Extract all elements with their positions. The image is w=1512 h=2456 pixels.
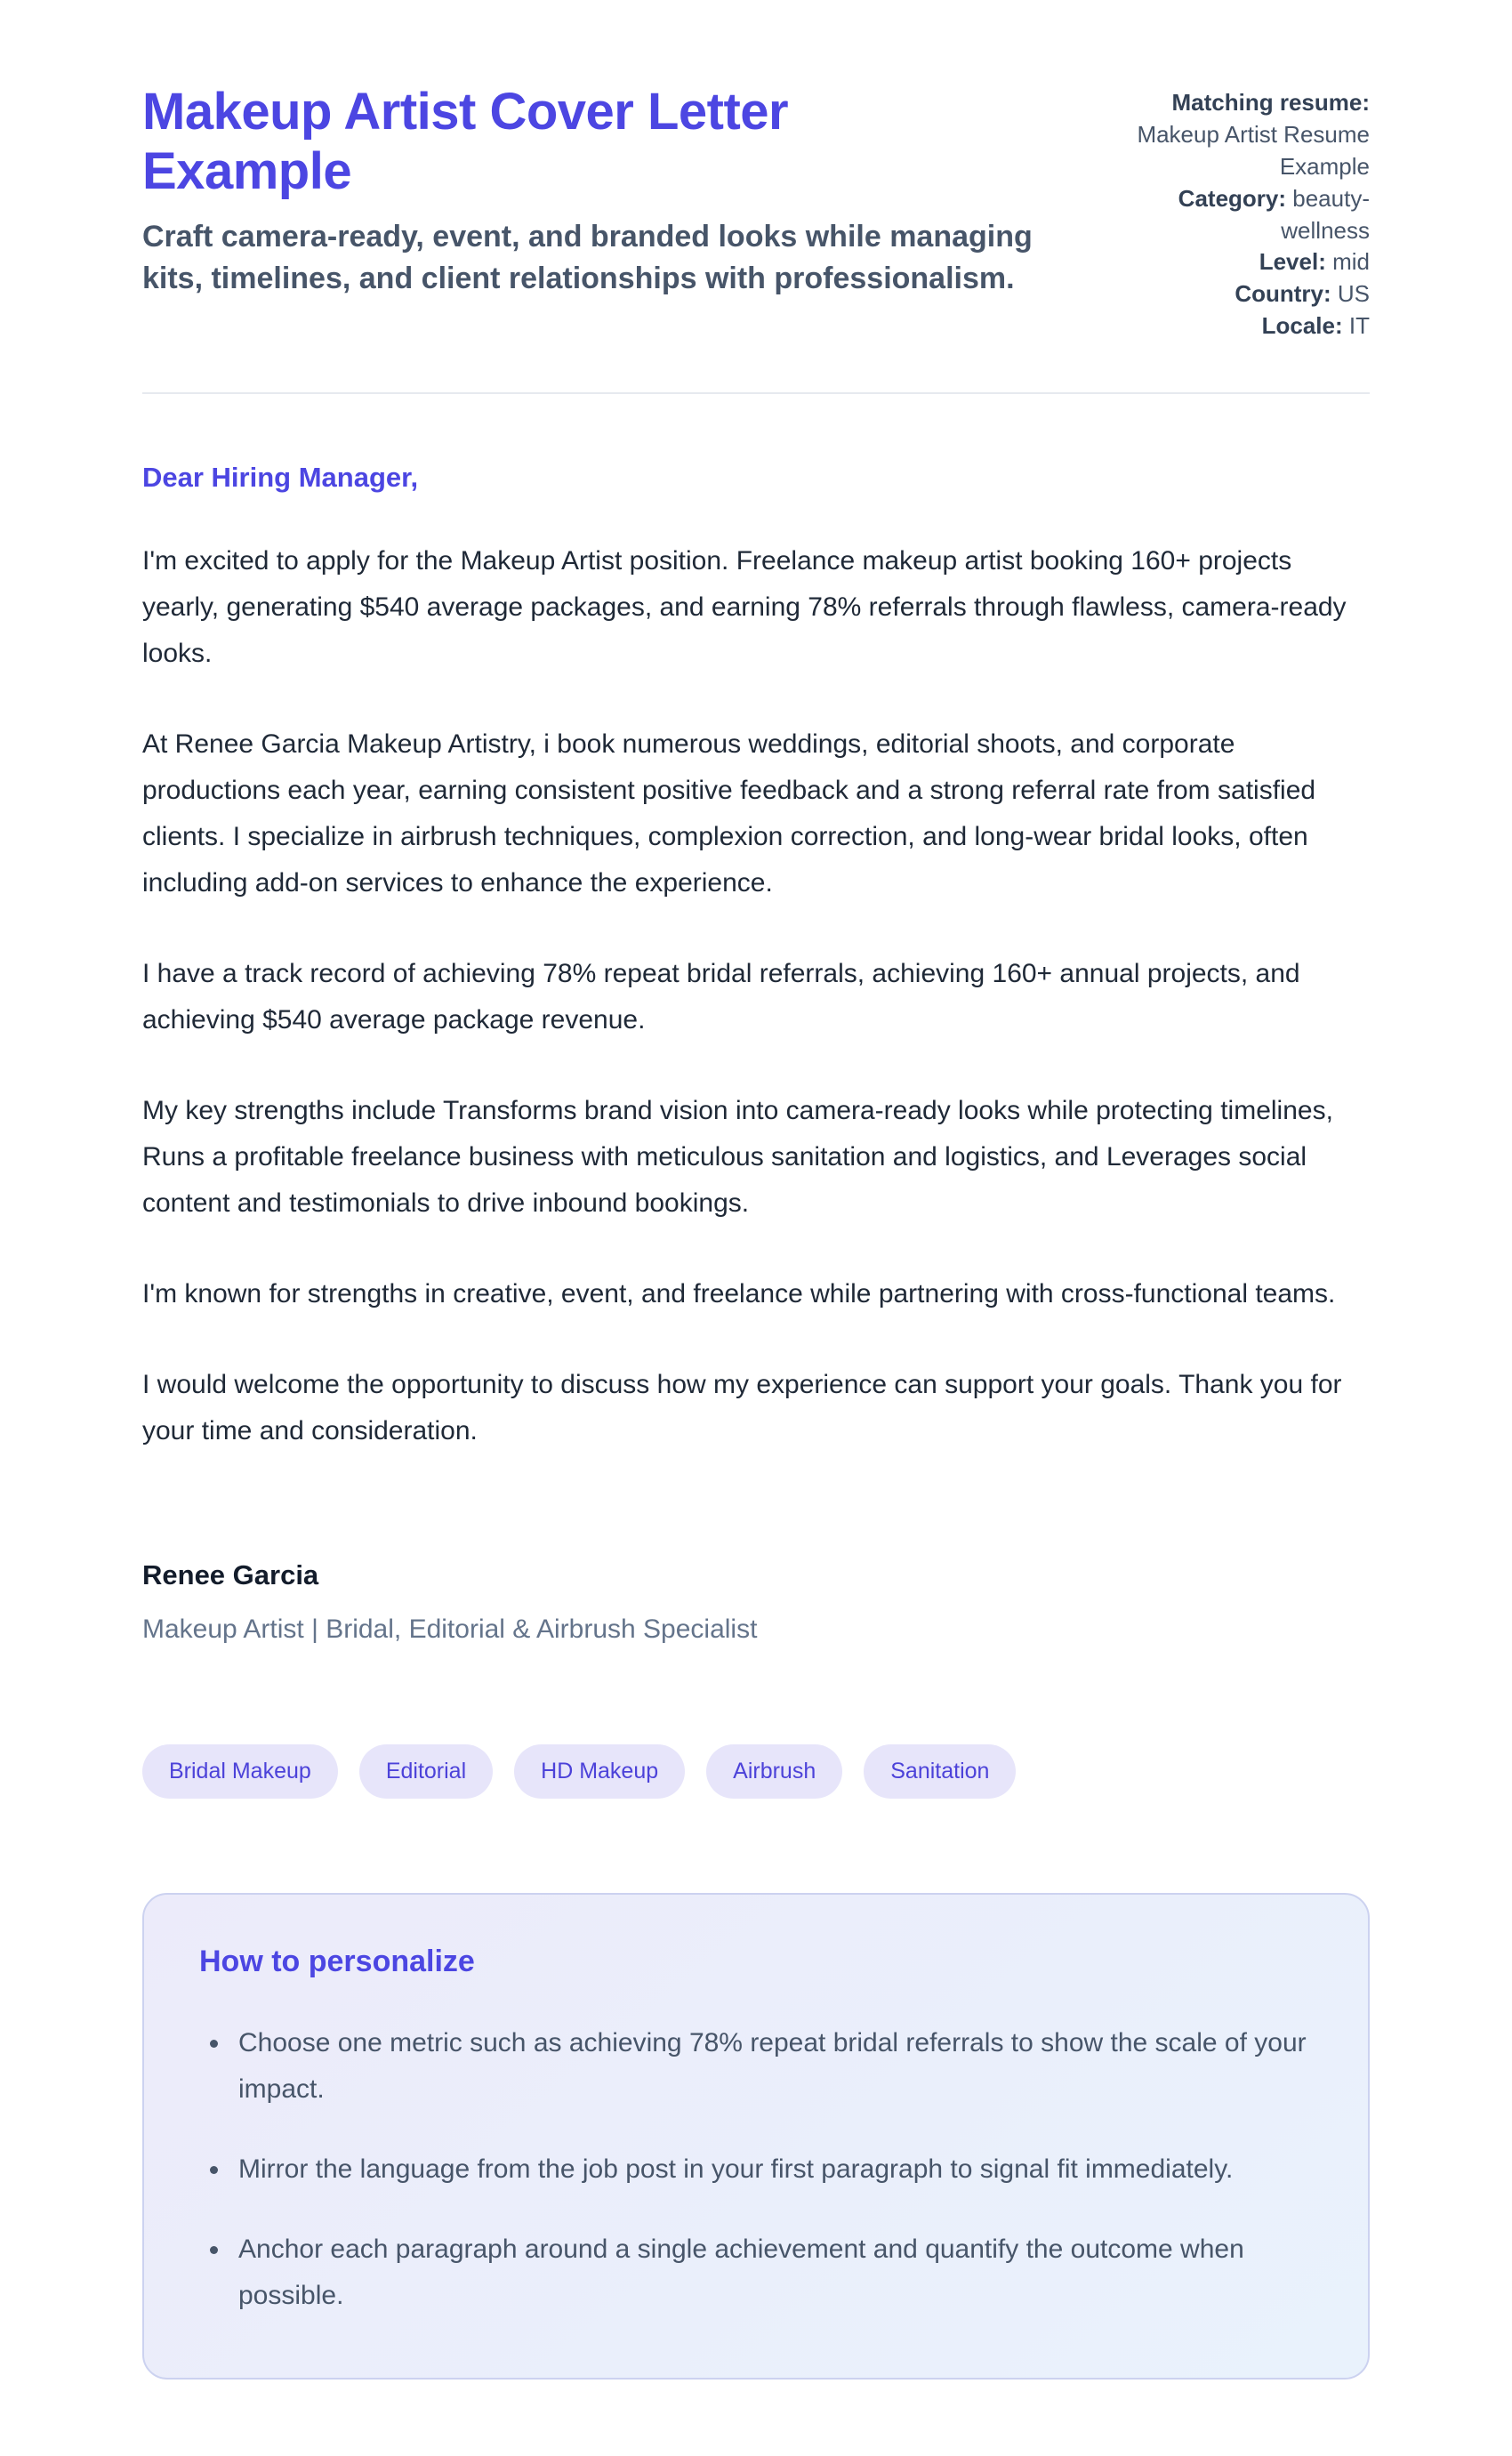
meta-locale-value: IT [1348,312,1370,340]
meta-level-value: mid [1332,248,1370,276]
meta-category-label: Category: [1178,184,1287,212]
signature-block [142,1559,1370,1645]
meta-country [1103,278,1370,310]
tip-box-title: How to personalize [199,1945,475,1978]
cover-letter-body [142,462,1370,1645]
skill-tag: HD Makeup [514,1744,685,1799]
tip-item: • Choose one metric such as achieving 78% repeat bridal referrals to show the scale of your impact. [231,2020,1313,2113]
meta-level [1103,246,1370,278]
header-divider [142,392,1370,394]
meta-level-label: Level: [1259,248,1326,276]
tip-item: • Mirror the language from the job post in your first paragraph to signal fit immediately. [231,2146,1313,2193]
skill-tag: Bridal Makeup [142,1744,338,1799]
meta-category [1103,183,1370,247]
tip-list [199,2020,1313,2319]
skill-tag: Airbrush [706,1744,842,1799]
page-header [142,82,1370,342]
signature-title: Makeup Artist | Bridal, Editorial & Airbrush Specialist [142,1615,758,1644]
tip-item: • Anchor each paragraph around a single achievement and quantify the outcome when possible. [231,2227,1313,2319]
letter-paragraph: My key strengths include Transforms brand vision into camera-ready looks while protecting timelines, Runs a profitable freelance business with meticulous sanitation and logistics, and Leverages social content and testimonials to drive inbound bookings. [142,1096,1333,1218]
meta-country-label: Country: [1235,280,1331,308]
how-to-personalize-box [142,1893,1370,2380]
meta-matching-resume-value: Makeup Artist Resume Example [1137,120,1370,180]
skill-tag: Sanitation [864,1744,1016,1799]
meta-matching-resume [1103,87,1370,183]
meta-matching-resume-label: Matching resume: [1171,89,1370,116]
letter-paragraph: I have a track record of achieving 78% repeat bridal referrals, achieving 160+ annual projects, and achieving $540 average package revenue. [142,959,1300,1035]
letter-paragraph: I would welcome the opportunity to discuss how my experience can support your goals. Thank you for your time and consideration. [142,1370,1342,1445]
page-title: Makeup Artist Cover Letter Example [142,83,789,201]
letter-greeting: Dear Hiring Manager, [142,462,419,493]
cover-letter-page [142,0,1370,2456]
signature-name: Renee Garcia [142,1559,319,1590]
letter-paragraph: I'm excited to apply for the Makeup Artist position. Freelance makeup artist booking 160+ projects yearly, generating $540 average packages, and earning 78% referrals through flawless, camera-ready looks. [142,546,1347,668]
letter-paragraph: I'm known for strengths in creative, event, and freelance while partnering with cross-functional teams. [142,1279,1336,1309]
header-title-block [142,82,1067,301]
meta-locale [1103,310,1370,342]
skill-tags-row [142,1744,1370,1799]
meta-category-value: beauty-wellness [1281,184,1370,244]
meta-country-value: US [1337,280,1370,308]
meta-locale-label: Locale: [1261,312,1343,340]
resume-meta-panel [1103,82,1370,342]
page-subtitle: Craft camera-ready, event, and branded looks while managing kits, timelines, and client relationships with professionalism. [142,219,1033,296]
letter-paragraph: At Renee Garcia Makeup Artistry, i book numerous weddings, editorial shoots, and corporate productions each year, earning consistent positive feedback and a strong referral rate from satisfied clients. I specialize in airbrush techniques, complexion correction, and long-wear bridal looks, often including add-on services to enhance the experience. [142,729,1316,898]
skill-tag: Editorial [359,1744,493,1799]
